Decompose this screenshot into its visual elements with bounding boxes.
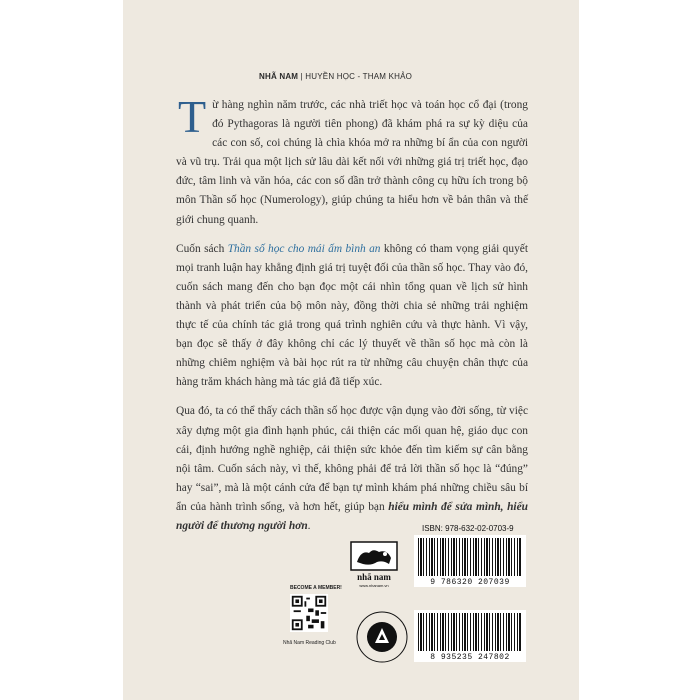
- emphasis-italic: hiểu mình để sửa mình, hiểu người để thương người hơn: [176, 500, 528, 532]
- paragraph-1-line: công cụ hữu ích trong bộ môn Thần số học (Numerology), giúp: [176, 175, 529, 207]
- paragraph-3: [176, 402, 528, 536]
- paragraph-1-line: con người và vũ trụ. Trải qua một lịch sử lâu dài kết nối với những giá: [176, 137, 529, 169]
- book-title-italic: Thần số học cho mái ấm bình an: [227, 242, 381, 255]
- paragraph-1-text: [176, 91, 529, 226]
- paragraph-3-end: .: [307, 519, 311, 532]
- blurb-text: [176, 91, 529, 546]
- paragraph-2-start: Cuốn sách: [176, 242, 228, 255]
- paragraph-1-line: (trong đó Pythagoras là người tiên phong) đã khám phá ra sự: [212, 99, 528, 131]
- series-label: | HUYỀN HỌC - THAM KHẢO: [298, 72, 413, 81]
- paragraph-1-line: kỳ diệu của các con số, coi chúng là chìa khóa mở ra những bí ẩn của: [212, 118, 528, 150]
- drop-cap: T: [178, 91, 207, 142]
- product-barcode: [414, 610, 526, 662]
- paragraph-1-line: ừ hàng nghìn năm trước, các nhà triết học và toán học cổ đại: [212, 99, 501, 111]
- anti-counterfeit-stamp: [355, 610, 409, 664]
- member-label: BECOME A MEMBER!: [290, 585, 342, 591]
- logo-url: www.nhanam.vn: [359, 583, 389, 588]
- isbn-label: ISBN: 978-632-02-0703-9: [422, 524, 514, 533]
- product-barcode-digits: 8 935235 247802: [430, 653, 510, 662]
- series-header: [259, 72, 412, 81]
- paragraph-2-rest: không có tham vọng giải quyết mọi tranh luận hay khẳng định giá trị tuyệt đối của thần số học. Thay vào đó, cuốn sách mang đến cho bạn đọc một cái nhìn tổng quan về lịch sử hình thành và phát triển của bộ môn này, đồng thời chia sẻ những trải nghiệm thực tế của chính tác giả trong quá trình nghiên cứu và thực hành. Vì vậy, bạn đọc sẽ thấy ở đây không chỉ các lý thuyết về thần số học mà còn là những chiêm nghiệm và bài học rút ra từ những câu chuyện chân thực của hàng trăm khách hàng mà tác giả đã tiếp xúc.: [176, 242, 528, 389]
- reading-club-label: Nhã Nam Reading Club: [283, 640, 336, 646]
- paragraph-2: [176, 240, 528, 393]
- paragraph-1-line: chúng ta hiểu hơn về bản thân và thế giới chung quanh.: [176, 194, 529, 226]
- paragraph-1-line: trị triết học, đạo đức, tâm linh và văn hóa, các con số dần trở thành: [176, 156, 529, 188]
- isbn-barcode: [414, 535, 526, 587]
- logo-text: nhã nam: [357, 572, 391, 582]
- paragraph-3-start: Qua đó, ta có thể thấy cách thần số học được vận dụng vào đời sống, từ việc xây dựng một gia đình hạnh phúc, cải thiện các mối quan hệ, giáo dục con cái, định hướng nghề nghiệp, cải thiện sức khỏe đến tìm kiếm sự cân bằng nội tâm. Cuốn sách này, vì thế, không phải để trả lời thần số học là “đúng” hay “sai”, mà là một cánh cửa để bạn tự mình khám phá những chiều sâu bí ẩn của hành trình sống, và hơn hết, giúp bạn: [176, 405, 528, 513]
- publisher-logo: [349, 540, 399, 590]
- qr-code[interactable]: [290, 594, 328, 632]
- publisher-name: NHÃ NAM: [259, 72, 299, 81]
- isbn-barcode-digits: 9 786320 207039: [430, 578, 510, 587]
- paragraph-1: [176, 91, 529, 230]
